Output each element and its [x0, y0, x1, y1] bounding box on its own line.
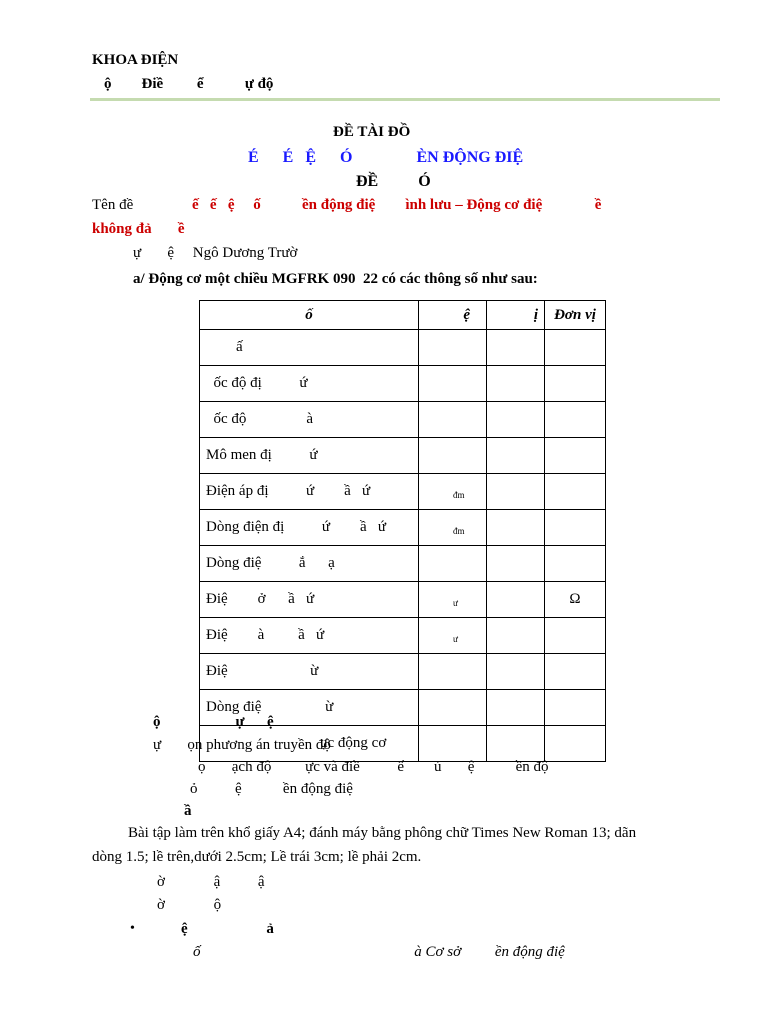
param-symbol	[419, 402, 487, 438]
param-symbol	[419, 330, 487, 366]
param-unit	[545, 366, 606, 402]
param-unit	[545, 690, 606, 726]
header-symbol: ệ	[419, 301, 487, 330]
param-name: Dòng điện đị ứ ầ ứ	[200, 510, 419, 546]
param-value	[487, 582, 545, 618]
format-paragraph-line-2: dòng 1.5; lề trên,dưới 2.5cm; Lề trái 3cm; lề phải 2cm.	[92, 849, 422, 865]
tasks-heading: ộ ự ệ	[153, 714, 274, 730]
param-value	[487, 366, 545, 402]
param-name: Điệ à ầ ứ	[200, 618, 419, 654]
param-symbol	[419, 546, 487, 582]
instructor-line: ự ệ Ngô Dương Trườ	[133, 245, 298, 261]
topic-text-line-2: không đả ề	[92, 221, 185, 237]
task-item-2: ọ ạch độ ực và điề ể ủ ệ ền độ	[198, 759, 549, 775]
table-row	[200, 474, 606, 510]
param-unit	[545, 438, 606, 474]
param-value	[487, 510, 545, 546]
table-row	[200, 366, 606, 402]
faculty-header: KHOA ĐIỆN	[92, 52, 179, 68]
task-item-4: ầ	[184, 803, 192, 819]
topic-label: Tên đề	[92, 197, 134, 213]
param-value	[487, 618, 545, 654]
table-row	[200, 510, 606, 546]
format-paragraph-line-1: Bài tập làm trên khổ giấy A4; đánh máy bằng phông chữ Times New Roman 13; dãn	[128, 825, 637, 841]
table-row	[200, 330, 606, 366]
param-value	[487, 474, 545, 510]
param-unit	[545, 726, 606, 762]
param-value	[487, 654, 545, 690]
param-value	[487, 438, 545, 474]
param-value	[487, 402, 545, 438]
param-unit	[545, 402, 606, 438]
reference-item: ố à Cơ sở ền động điệ	[193, 944, 565, 960]
param-name: Điện áp đị ứ ầ ứ	[200, 474, 419, 510]
param-name: Dòng điệ ắ ạ	[200, 546, 419, 582]
header-parameter: ố	[200, 301, 419, 330]
motor-heading: a/ Động cơ một chiều MGFRK 090 22 có các thông số như sau:	[133, 271, 538, 287]
param-unit	[545, 546, 606, 582]
table-header-row	[200, 301, 606, 330]
table-row	[200, 438, 606, 474]
param-symbol	[419, 654, 487, 690]
param-symbol	[419, 438, 487, 474]
param-unit	[545, 618, 606, 654]
param-name: ốc độ à	[200, 402, 419, 438]
param-name: Điệ ừ	[200, 654, 419, 690]
param-name: ốc độ đị ứ	[200, 366, 419, 402]
param-value	[487, 726, 545, 762]
bullet-icon: •	[130, 921, 135, 936]
table-row	[200, 618, 606, 654]
param-symbol	[419, 366, 487, 402]
param-symbol: ư	[419, 582, 487, 618]
param-unit	[545, 654, 606, 690]
task-item-1: ự ọn phương án truyền độ	[153, 737, 331, 753]
task-item-3: ỏ ệ ền động điệ	[190, 781, 353, 797]
param-symbol: ư	[419, 618, 487, 654]
param-unit: Ω	[545, 582, 606, 618]
param-value	[487, 546, 545, 582]
param-name: Điệ ở ầ ứ	[200, 582, 419, 618]
param-name: ục động cơ	[200, 726, 419, 762]
note-line-1: ờ ậ ậ	[157, 874, 265, 890]
references-heading: ệ ả	[181, 921, 274, 937]
param-symbol: đm	[419, 510, 487, 546]
param-value	[487, 330, 545, 366]
param-value	[487, 690, 545, 726]
param-name: ấ	[200, 330, 419, 366]
topic-text-line-1: ế ế ệ ố ền động điệ ình lưu – Động cơ điệ ề	[192, 197, 602, 213]
note-line-2: ờ ộ	[157, 897, 222, 913]
title-line-3: ĐỀ Ó	[356, 173, 431, 190]
department-subline: ộ Điề ể ự độ	[104, 76, 274, 92]
param-symbol	[419, 690, 487, 726]
header-value: ị	[487, 301, 545, 330]
param-unit	[545, 474, 606, 510]
table-row	[200, 654, 606, 690]
param-symbol	[419, 726, 487, 762]
motor-parameters-table	[199, 300, 606, 762]
param-symbol: đm	[419, 474, 487, 510]
title-line-2: É É Ệ Ó ÈN ĐỘNG ĐIỆ	[248, 149, 524, 166]
param-unit	[545, 330, 606, 366]
param-name: Mô men đị ứ	[200, 438, 419, 474]
table-row	[200, 546, 606, 582]
title-line-1: ĐỀ TÀI ĐỒ	[333, 124, 411, 140]
header-unit: Đơn vị	[545, 301, 606, 330]
table-row	[200, 402, 606, 438]
param-name: Dòng điệ ừ	[200, 690, 419, 726]
param-unit	[545, 510, 606, 546]
table-row	[200, 582, 606, 618]
header-divider	[90, 98, 720, 101]
